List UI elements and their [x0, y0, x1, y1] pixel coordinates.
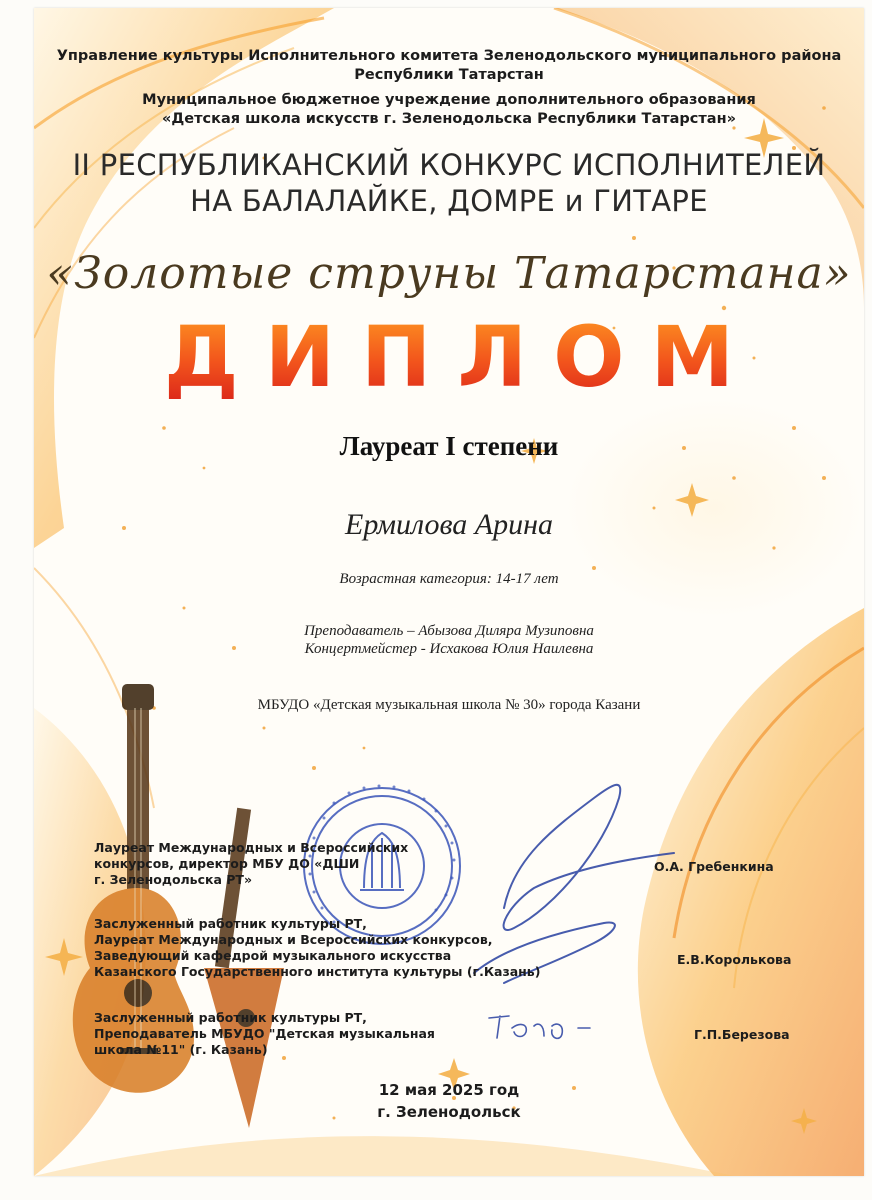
signature-2-line: Лауреат Международных и Всероссийских конкурсов, [94, 932, 493, 947]
signatory-3-name: Г.П.Березова [694, 1027, 790, 1042]
signature-2-line: Казанского Государственного института культуры (г.Казань) [94, 964, 541, 979]
header-school-line1: Муниципальное бюджетное учреждение дополнительного образования [142, 92, 756, 108]
contest-title-line1: II РЕСПУБЛИКАНСКИЙ КОНКУРС ИСПОЛНИТЕЛЕЙ [72, 148, 826, 182]
signature-2-line: Заведующий кафедрой музыкального искусства [94, 948, 452, 963]
diploma-title: ДИПЛОМ [34, 308, 864, 406]
recipient-name: Ермилова Арина [345, 508, 553, 541]
signature-1-line: Лауреат Международных и Всероссийских [94, 840, 409, 855]
signature-1-line: г. Зеленодольска РТ» [94, 872, 253, 887]
contest-subtitle: «Золотые струны Татарстана» [46, 248, 852, 299]
teacher-line: Преподаватель – Абызова Диляра Музиповна [304, 623, 594, 639]
signature-block-2 [94, 916, 540, 980]
header-organization-line1: Управление культуры Исполнительного комитета Зеленодольского муниципального района [56, 48, 842, 64]
signature-2-line: Заслуженный работник культуры РТ, [94, 916, 367, 931]
diploma-sheet [34, 8, 864, 1176]
header-organization-line2: Республики Татарстан [354, 67, 544, 83]
header-school-line2: «Детская школа искусств г. Зеленодольска Республики Татарстан» [162, 111, 736, 127]
laureate-degree: Лауреат I степени [339, 431, 559, 461]
signature-3-line: Преподаватель МБУДО "Детская музыкальная [94, 1026, 435, 1041]
contest-title-line2: НА БАЛАЛАЙКЕ, ДОМРЕ и ГИТАРЕ [190, 184, 708, 218]
age-category: Возрастная категория: 14-17 лет [339, 571, 559, 587]
issue-city: г. Зеленодольск [377, 1103, 521, 1121]
signatory-2-name: Е.В.Королькова [677, 952, 792, 967]
signature-1-line: конкурсов, директор МБУ ДО «ДШИ [94, 856, 360, 871]
signatory-1-name: О.А. Гребенкина [654, 859, 774, 874]
school-name: МБУДО «Детская музыкальная школа № 30» города Казани [257, 697, 641, 713]
signature-3-line: школа №11" (г. Казань) [94, 1042, 268, 1057]
signature-3 [489, 1016, 590, 1038]
accompanist-line: Концертмейстер - Исхакова Юлия Наилевна [304, 641, 594, 657]
signature-block-3 [94, 1010, 435, 1058]
issue-date: 12 мая 2025 год [378, 1081, 520, 1099]
signature-3-line: Заслуженный работник культуры РТ, [94, 1010, 367, 1025]
signature-block-1 [94, 840, 408, 888]
signature-1 [504, 785, 674, 930]
